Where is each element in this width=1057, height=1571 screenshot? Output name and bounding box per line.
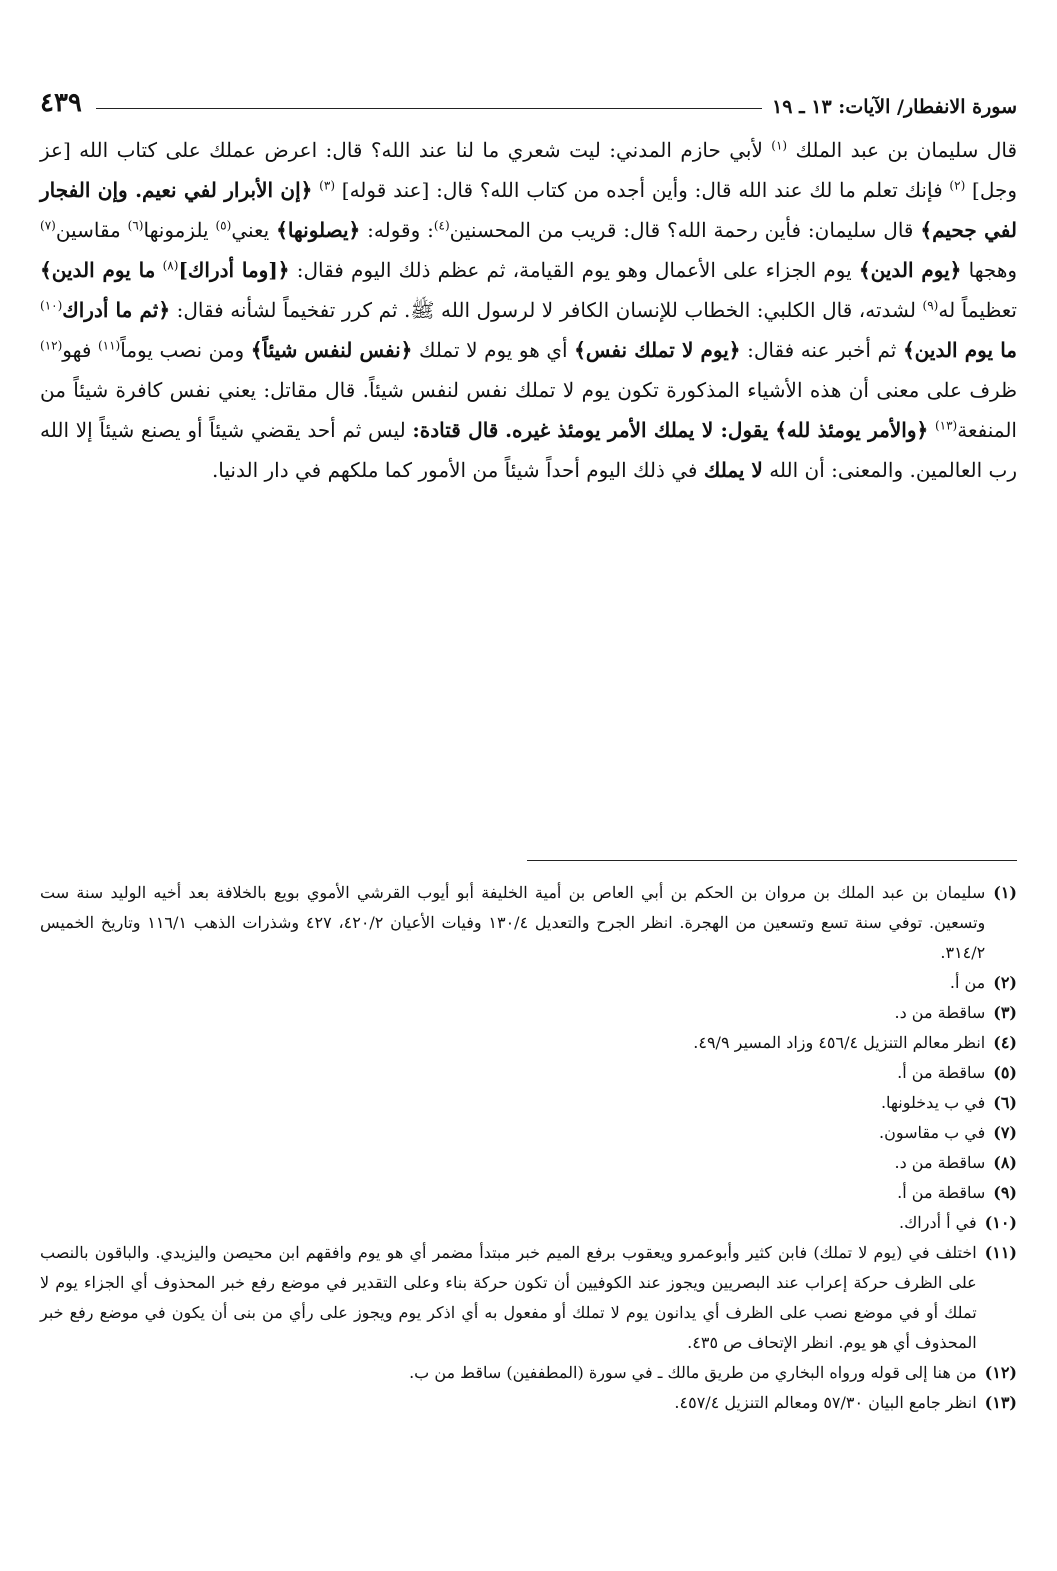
text-segment: ومن نصب يوماً <box>120 338 245 362</box>
footnote-item <box>40 968 1017 998</box>
text-segment: قال سليمان بن عبد الملك <box>795 138 1018 162</box>
header-rule <box>96 108 762 109</box>
main-text <box>40 130 1017 490</box>
footnote-text: انظر معالم التنزيل ٤٥٦/٤ وزاد المسير ٤٩/٩. <box>693 1033 986 1052</box>
page-header <box>40 82 1017 118</box>
footnotes <box>40 878 1017 1418</box>
footnote-ref: (٥) <box>215 218 232 233</box>
footnote-text: ساقطة من أ. <box>897 1183 986 1202</box>
footnote-ref: (٦) <box>127 218 144 233</box>
footnote-ref: (٢) <box>949 178 966 193</box>
footnote-ref: (٨) <box>162 258 179 273</box>
quran-verse: ﴿إن الأبرار لفي نعيم. وإن الفجار لفي جحيم﴾ <box>40 178 1018 242</box>
text-segment: يلزمونها <box>143 218 209 242</box>
running-title: سورة الانفطار/ الآيات: ١٣ ـ ١٩ <box>772 96 1017 118</box>
footnote-item <box>40 1088 1017 1118</box>
footnote-ref: (١١) <box>97 338 121 353</box>
footnote-item <box>40 878 1017 968</box>
quran-verse: ﴿والأمر يومئذ لله﴾ <box>775 418 929 442</box>
footnote-ref: (٣) <box>319 178 335 193</box>
text-segment: لأبي حازم المدني: ليت شعري ما لنا عند الله؟ قال: اعرض عملك على كتاب الله [عز وجل] <box>40 138 1018 202</box>
footnote-item <box>40 1358 1017 1388</box>
footnote-ref: (٩) <box>922 298 939 313</box>
text-segment: ظرف على معنى أن هذه الأشياء المذكورة تكون يوم لا تملك نفس لنفس شيئاً. قال مقاتل: يعني نفس كافرة شيئاً من المنفعة <box>40 378 1017 442</box>
footnote-text: في ب مقاسون. <box>878 1123 986 1142</box>
text-segment: يعني <box>231 218 270 242</box>
quran-verse: ﴿يصلونها﴾ <box>276 218 361 242</box>
quran-verse: ما يوم الدين﴾ <box>902 338 1018 362</box>
text-segment: ثم أخبر عنه فقال: <box>747 338 897 362</box>
footnote-number: (٤) <box>993 1033 1017 1052</box>
text-segment: في ذلك اليوم أحداً شيئاً من الأمور كما ملكهم في دار الدنيا. <box>211 458 698 482</box>
text-segment: تعظيماً له <box>938 298 1017 322</box>
footnote-ref: (٧) <box>40 218 56 233</box>
quran-verse: ما يوم الدين﴾ <box>40 258 156 282</box>
text-segment: مقاسين <box>55 218 121 242</box>
footnote-text: من هنا إلى قوله ورواه البخاري من طريق مالك ـ في سورة (المطففين) ساقط من ب. <box>409 1363 977 1382</box>
footnote-text: سليمان بن عبد الملك بن مروان بن الحكم بن أبي العاص بن أمية الخليفة أبو أيوب القرشي الأموي بويع بالخلافة بعد أخيه الوليد سنة ست وتسعين. توفي سنة تسع وتسعين من الهجرة. انظر الجرح والتعديل ١٣٠/٤ وفيات الأعيان ٤٢٠/٢، ٤٢٧ وشذرات الذهب ١١٦/١ وتاريخ الخميس ٣١٤/٢. <box>40 883 986 962</box>
footnote-number: (٩) <box>993 1183 1017 1202</box>
footnote-number: (٥) <box>993 1063 1017 1082</box>
text-segment: فإنك تعلم ما لك عند الله قال: وأين أجده من كتاب الله؟ قال: [عند قوله] <box>341 178 943 202</box>
text-segment: يقول: لا يملك الأمر يومئذ غيره. <box>505 418 769 442</box>
footnote-text: اختلف في (يوم لا تملك) فابن كثير وأبوعمرو ويعقوب برفع الميم خبر مبتدأ مضمر أي هو يوم وافقهم ابن محيصن واليزيدي. والباقون بالنصب على الظرف حركة إعراب عند البصريين ويجوز عند الكوفيين أن تكون حركة بناء وعلى التقدير في موضع رفع خبر المحذوف أي الجزاء يوم لا تملك أو في موضع نصب على الظرف أي يدانون يوم لا تملك أو مفعول به أي اذكر يوم ويجوز على رأي من بنى أن يكون في موضع رفع خبر المحذوف أي هو يوم. انظر الإتحاف ص ٤٣٥. <box>40 1243 977 1352</box>
main-paragraph <box>40 130 1017 490</box>
footnote-number: (٦) <box>993 1093 1017 1112</box>
text-segment: وهجها <box>968 258 1018 282</box>
text-segment: لشدته، قال الكلبي: الخطاب للإنسان الكافر لا لرسول الله ﷺ. ثم كرر تفخيماً لشأنه فقال: <box>176 298 916 322</box>
footnote-item <box>40 1208 1017 1238</box>
footnote-ref: (١٠) <box>40 298 63 313</box>
quran-verse: ﴿يوم لا تملك نفس﴾ <box>574 338 741 362</box>
footnote-separator <box>527 860 1017 861</box>
footnote-number: (٢) <box>993 973 1017 992</box>
footnote-item <box>40 1148 1017 1178</box>
quran-verse: ﴿يوم الدين﴾ <box>858 258 962 282</box>
footnote-text: من أ. <box>949 973 986 992</box>
quran-verse: ﴿ثم ما أدراك <box>62 298 171 322</box>
text-segment: قال سليمان: فأين رحمة الله؟ قال: قريب من المحسنين <box>449 218 914 242</box>
footnote-item <box>40 1118 1017 1148</box>
footnote-item <box>40 998 1017 1028</box>
text-segment: فهو <box>62 338 92 362</box>
text-segment: : وقوله: <box>367 218 434 242</box>
footnote-number: (١٣) <box>984 1393 1017 1412</box>
footnote-item <box>40 1388 1017 1418</box>
quran-verse: ﴿نفس لنفس شيئاً﴾ <box>250 338 413 362</box>
footnote-item <box>40 1028 1017 1058</box>
footnote-number: (١٢) <box>984 1363 1017 1382</box>
text-segment: لا يملك <box>703 458 763 482</box>
footnote-ref: (١٣) <box>934 418 958 433</box>
footnote-number: (٣) <box>993 1003 1017 1022</box>
footnote-item <box>40 1178 1017 1208</box>
footnote-ref: (٤) <box>433 218 450 233</box>
footnote-number: (١) <box>993 883 1017 902</box>
footnote-number: (١١) <box>984 1243 1017 1262</box>
page-number: ٤٣٩ <box>40 88 82 118</box>
text-segment: أي هو يوم لا تملك <box>418 338 568 362</box>
footnote-number: (٨) <box>993 1153 1017 1172</box>
text-segment: يوم الجزاء على الأعمال وهو يوم القيامة، ثم عظم ذلك اليوم فقال: <box>296 258 852 282</box>
footnote-number: (٧) <box>993 1123 1017 1142</box>
text-segment: ليس ثم أحد يقضي شيئاً أو يصنع شيئاً إلا الله رب العالمين. والمعنى: أن الله <box>40 418 1017 482</box>
footnote-text: انظر جامع البيان ٥٧/٣٠ ومعالم التنزيل ٤٥٧/٤. <box>674 1393 977 1412</box>
footnote-text: ساقطة من د. <box>894 1003 986 1022</box>
footnote-item <box>40 1238 1017 1358</box>
footnote-text: ساقطة من د. <box>894 1153 986 1172</box>
quran-verse: ﴿[وما أدراك] <box>178 258 290 282</box>
footnote-ref: (١) <box>771 138 788 153</box>
footnote-ref: (١٢) <box>40 338 63 353</box>
footnote-text: ساقطة من أ. <box>897 1063 986 1082</box>
footnote-item <box>40 1058 1017 1088</box>
footnote-text: في أ أدراك. <box>899 1213 977 1232</box>
text-segment: قال قتادة: <box>412 418 499 442</box>
footnote-text: في ب يدخلونها. <box>880 1093 986 1112</box>
footnote-number: (١٠) <box>984 1213 1017 1232</box>
